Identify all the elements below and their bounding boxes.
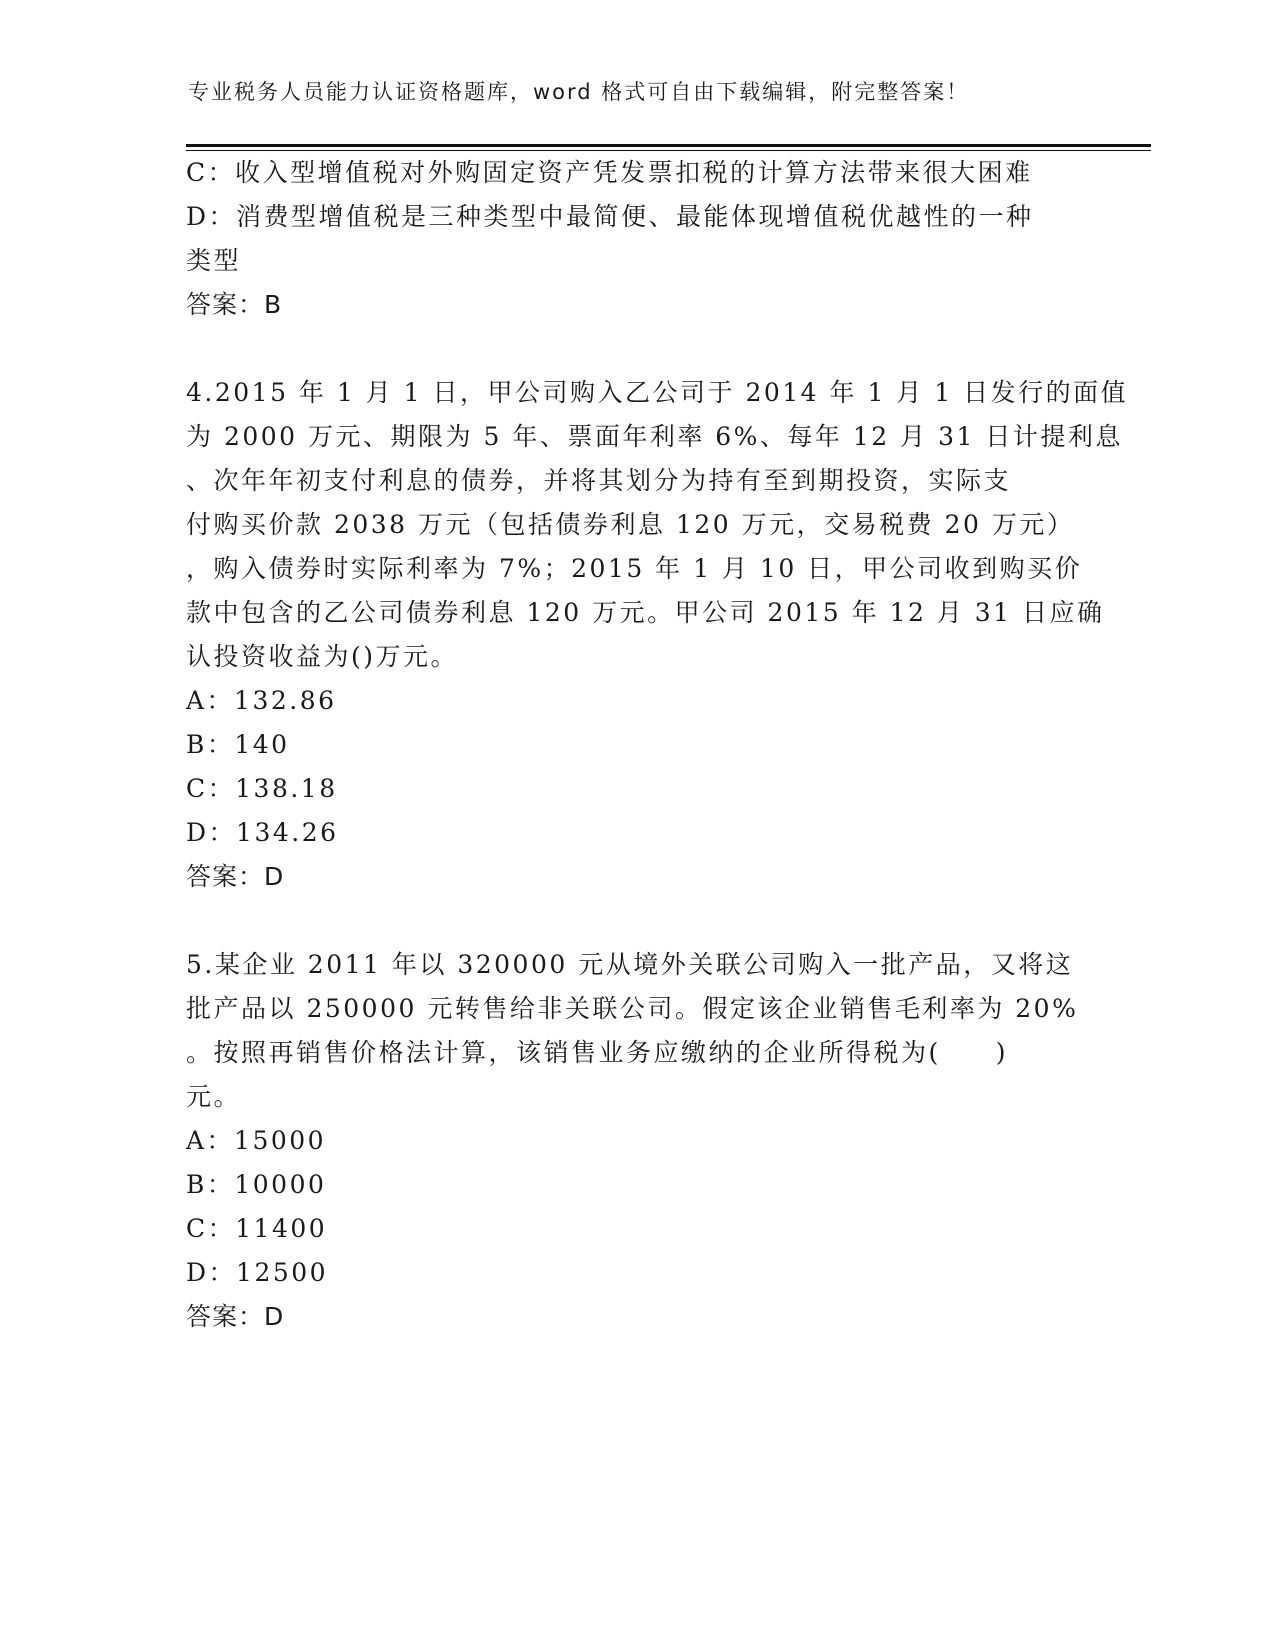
q5-option-d: D：12500: [186, 1258, 329, 1287]
q3-option-c: C：收入型增值税对外购固定资产凭发票扣税的计算方法带来很大困难: [186, 158, 1033, 187]
q4-stem-line: ，购入债券时实际利率为 7%；2015 年 1 月 10 日，甲公司收到购买价: [186, 554, 1083, 583]
q5-option-b: B：10000: [186, 1170, 327, 1199]
q5-option-c: C：11400: [186, 1214, 328, 1243]
q4-option-a: A：132.86: [186, 686, 337, 715]
q3-option-d-cont: 类型: [186, 246, 242, 275]
q4-stem-line: 、次年年初支付利息的债券，并将其划分为持有至到期投资，实际支: [186, 466, 1012, 495]
q4-stem-line: 认投资收益为()万元。: [186, 642, 459, 671]
q4-option-b: B：140: [186, 730, 290, 759]
q4-stem-line: 4.2015 年 1 月 1 日，甲公司购入乙公司于 2014 年 1 月 1 日发行的面值: [186, 378, 1129, 407]
q5-stem-line: 元。: [186, 1082, 242, 1111]
q5-answer: 答案：D: [186, 1302, 285, 1331]
q3-option-d: D：消费型增值税是三种类型中最简便、最能体现增值税优越性的一种: [186, 202, 1034, 231]
q4-stem-line: 付购买价款 2038 万元（包括债券利息 120 万元，交易税费 20 万元）: [186, 510, 1075, 539]
q4-stem-line: 为 2000 万元、期限为 5 年、票面年利率 6%、每年 12 月 31 日计提利息: [186, 422, 1123, 451]
q3-answer: 答案：B: [186, 290, 283, 319]
q4-option-d: D：134.26: [186, 818, 339, 847]
q5-option-a: A：15000: [186, 1126, 327, 1155]
q4-answer: 答案：D: [186, 862, 285, 891]
q5-stem-line: 5.某企业 2011 年以 320000 元从境外关联公司购入一批产品，又将这: [186, 950, 1074, 979]
q5-stem-line: 。按照再销售价格法计算，该销售业务应缴纳的企业所得税为( ): [186, 1038, 1009, 1067]
q5-stem-line: 批产品以 250000 元转售给非关联公司。假定该企业销售毛利率为 20%: [186, 994, 1079, 1023]
page-header: 专业税务人员能力认证资格题库，word 格式可自由下载编辑，附完整答案！: [188, 80, 970, 104]
q4-option-c: C：138.18: [186, 774, 338, 803]
header-divider-thick: [186, 144, 1151, 147]
header-divider-thin: [186, 150, 1151, 151]
q4-stem-line: 款中包含的乙公司债券利息 120 万元。甲公司 2015 年 12 月 31 日应确: [186, 598, 1105, 627]
